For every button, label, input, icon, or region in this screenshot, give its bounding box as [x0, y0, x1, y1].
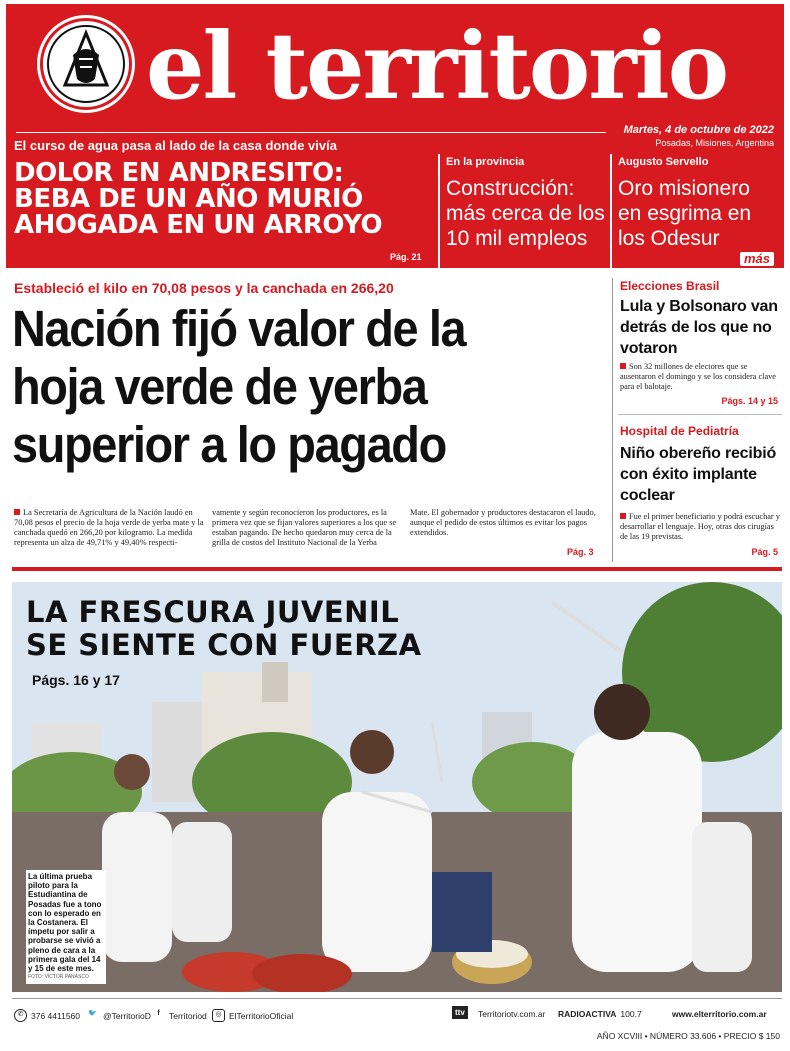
side-story-2-kicker: Hospital de Pediatría [620, 424, 739, 438]
footer-website[interactable]: www.elterritorio.com.ar [672, 1009, 767, 1019]
footer-facebook[interactable]: f Territoriod [152, 1009, 207, 1022]
main-story-column-2: vamente y según reconocieron los productores, es la primera vez que se fijan valores superiores a los que se estaban pagando. De hecho quedaron muy cerca de la grilla de costos del Instituto Nacional de la Yerba [212, 508, 397, 547]
divider [618, 414, 782, 415]
main-story-headline[interactable]: Nación fijó valor de la hoja verde de yerba superior a lo pagado [12, 300, 466, 473]
column-divider [610, 154, 612, 268]
whatsapp-icon: ✆ [14, 1009, 27, 1022]
side-story-1-page: Págs. 14 y 15 [721, 396, 778, 406]
instagram-icon: ◎ [212, 1009, 225, 1022]
photo-credit: FOTO: VÍCTOR PANASCO [28, 974, 89, 981]
ttv-badge: ttv [452, 1006, 468, 1019]
side-story-2-page: Pág. 5 [751, 547, 778, 557]
footer-radio[interactable]: RADIOACTIVA 100.7 [558, 1009, 642, 1019]
footer-rule [12, 998, 782, 999]
province-headline[interactable]: Construcción: más cerca de los 10 mil empleos [446, 177, 605, 250]
photo-headline[interactable]: LA FRESCURA JUVENIL SE SIENTE CON FUERZA [26, 595, 422, 662]
side-story-2-headline[interactable]: Niño obereño recibió con éxito implante coclear [620, 445, 777, 504]
sport-headline[interactable]: Oro misionero en esgrima en los Odesur [618, 177, 752, 250]
facebook-icon: f [157, 1010, 160, 1017]
top-story-kicker: El curso de agua pasa al lado de la casa donde vivía [14, 138, 337, 153]
column-divider [438, 154, 440, 268]
footer-twitter[interactable]: 🐦 @TerritorioD [86, 1009, 151, 1022]
twitter-icon: 🐦 [88, 1010, 97, 1017]
masthead [6, 4, 784, 268]
side-story-1-headline[interactable]: Lula y Bolsonaro van detrás de los que no votaron [620, 298, 778, 357]
photo-story-page: Págs. 16 y 17 [32, 672, 120, 688]
mas-badge: más [740, 252, 774, 266]
column-divider [612, 278, 613, 562]
edition-info: AÑO XCVIII • NÚMERO 33.606 • PRECIO $ 150 [596, 1031, 780, 1041]
footer-instagram[interactable]: ◎ ElTerritorioOficial [212, 1009, 293, 1022]
sport-kicker: Augusto Servello [618, 156, 709, 168]
main-story-page: Pág. 3 [567, 547, 594, 557]
logo-mark-icon [40, 18, 132, 110]
main-story-column-3: Mate. El gobernador y productores destacaron el laudo, aunque el pedido de estos últimos es evitar los pagos extendidos. [410, 508, 596, 537]
footer-tv-site[interactable]: Territoriotv.com.ar [478, 1009, 546, 1019]
bullet-square-icon [620, 363, 626, 369]
issue-date: Martes, 4 de octubre de 2022 [623, 124, 774, 136]
newspaper-title: el territorio [146, 12, 728, 120]
bullet-square-icon [620, 513, 626, 519]
photo-caption: La última prueba piloto para la Estudiantina de Posadas fue a tono con lo esperado en la Costanera. El ímpetu por salir a probarse se vivió a pleno de cara a la primera gala del 14 y 15 de este mes. FOTO: VÍCTOR PANASCO [26, 870, 106, 984]
side-story-2-body: Fue el primer beneficiario y podrá escuchar y desarrollar el lenguaje. Hoy, otras dos cirugías de las 19 previstas. [620, 512, 780, 541]
side-story-1-body: Son 32 millones de electores que se ausentaron el domingo y se los considera clave para el balotaje. [620, 362, 776, 391]
side-story-1-kicker: Elecciones Brasil [620, 279, 720, 293]
bullet-square-icon [14, 509, 20, 515]
masthead-rule [16, 132, 606, 133]
main-story-kicker: Estableció el kilo en 70,08 pesos y la canchada en 266,20 [14, 280, 394, 296]
issue-place: Posadas, Misiones, Argentina [655, 138, 774, 148]
footer-whatsapp[interactable]: ✆ 376 4411560 [14, 1009, 80, 1022]
main-story-column-1: La Secretaría de Agricultura de la Nación laudó en 70,08 pesos el precio de la hoja verde de yerba mate y la canchada quedó en 266,20 por kilogramo. La medida representa un alza de 49,71% y 49,40% respecti- [14, 508, 204, 547]
top-story-headline[interactable]: DOLOR EN ANDRESITO: BEBA DE UN AÑO MURIÓ AHOGADA EN UN ARROYO [14, 158, 383, 240]
top-story-page: Pág. 21 [390, 252, 422, 262]
section-rule [12, 567, 782, 571]
province-kicker: En la provincia [446, 156, 525, 168]
